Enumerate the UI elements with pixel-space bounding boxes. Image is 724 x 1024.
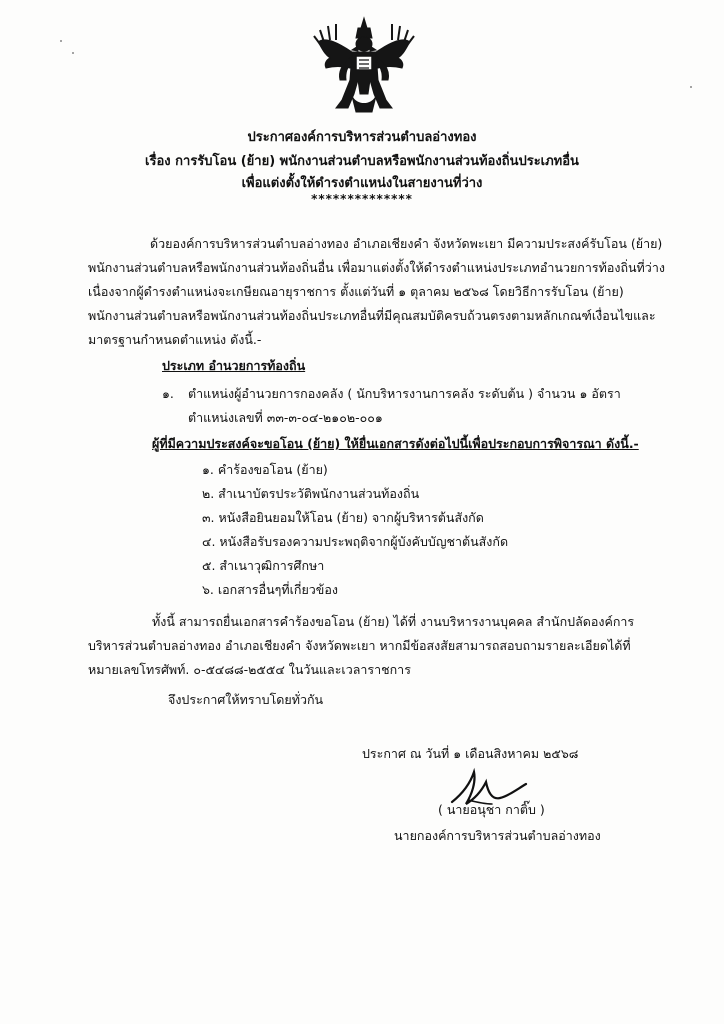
intro-line-3: เนื่องจากผู้ดำรงตำแหน่งจะเกษียณอายุราชการ ตั้งแต่วันที่ ๑ ตุลาคม ๒๕๖๘ โดยวิธีการรับโอน (ย้าย) <box>88 284 624 299</box>
documents-heading: ผู้ที่มีความประสงค์จะขอโอน (ย้าย) ให้ยื่นเอกสารดังต่อไปนี้เพื่อประกอบการพิจารณา ดังนี้.- <box>152 436 639 451</box>
category-item-line-2: ตำแหน่งเลขที่ ๓๓-๓-๐๔-๒๑๐๒-๐๐๑ <box>188 410 383 425</box>
category-heading: ประเภท อำนวยการท้องถิ่น <box>162 358 306 373</box>
category-item-number: ๑. <box>162 386 174 401</box>
contact-line-2: บริหารส่วนตำบลอ่างทอง อำเภอเชียงคำ จังหวัดพะเยา หากมีข้อสงสัยสามารถสอบถามรายละเอียดได้ที่ <box>88 638 631 653</box>
announcement-date: ประกาศ ณ วันที่ ๑ เดือนสิงหาคม ๒๕๖๘ <box>362 746 579 761</box>
signatory-name: ( นายอนุชา กาติ๊บ ) <box>438 802 545 817</box>
subject-line-2: เพื่อแต่งตั้งให้ดำรงตำแหน่งในสายงานที่ว่าง <box>241 176 483 191</box>
intro-line-4: พนักงานส่วนตำบลหรือพนักงานส่วนท้องถิ่นประเภทอื่นที่มีคุณสมบัติครบถ้วนตรงตามหลักเกณฑ์เงื่อนไขและ <box>88 308 656 323</box>
intro-line-1: ด้วยองค์การบริหารส่วนตำบลอ่างทอง อำเภอเชียงคำ จังหวัดพะเยา มีความประสงค์รับโอน (ย้าย) <box>150 236 663 251</box>
category-item-line-1: ตำแหน่งผู้อำนวยการกองคลัง ( นักบริหารงานการคลัง ระดับต้น ) จำนวน ๑ อัตรา <box>188 386 621 401</box>
contact-line-1: ทั้งนี้ สามารถยื่นเอกสารคำร้องขอโอน (ย้าย) ได้ที่ งานบริหารงานบุคคล สำนักปลัดองค์การ <box>152 614 635 629</box>
document-item-5: ๕. สำเนาวุฒิการศึกษา <box>202 558 325 573</box>
document-item-6: ๖. เอกสารอื่นๆที่เกี่ยวข้อง <box>202 582 338 597</box>
garuda-emblem-icon <box>312 14 416 118</box>
intro-line-5: มาตรฐานกำหนดตำแหน่ง ดังนี้.- <box>88 332 262 347</box>
document-item-3: ๓. หนังสือยินยอมให้โอน (ย้าย) จากผู้บริหารต้นสังกัด <box>202 510 484 525</box>
announcement-title: ประกาศองค์การบริหารส่วนตำบลอ่างทอง <box>247 130 477 145</box>
scan-speck <box>60 40 62 42</box>
document-item-2: ๒. สำเนาบัตรประวัติพนักงานส่วนท้องถิ่น <box>202 486 420 501</box>
contact-line-3: หมายเลขโทรศัพท์. ๐-๕๔๘๘-๒๕๕๔ ในวันและเวลาราชการ <box>88 662 411 677</box>
separator: ************** <box>311 192 413 206</box>
scan-speck <box>690 86 692 88</box>
document-item-1: ๑. คำร้องขอโอน (ย้าย) <box>202 462 328 477</box>
document-item-4: ๔. หนังสือรับรองความประพฤติจากผู้บังคับบัญชาต้นสังกัด <box>202 534 509 549</box>
intro-line-2: พนักงานส่วนตำบลหรือพนักงานส่วนท้องถิ่นอื่น เพื่อมาแต่งตั้งให้ดำรงตำแหน่งประเภทอำนวยการท้องถิ่นที่ว่าง <box>88 260 665 275</box>
signatory-position: นายกองค์การบริหารส่วนตำบลอ่างทอง <box>394 828 601 843</box>
scan-speck <box>72 52 74 54</box>
closing-statement: จึงประกาศให้ทราบโดยทั่วกัน <box>168 692 324 707</box>
subject-line-1: เรื่อง การรับโอน (ย้าย) พนักงานส่วนตำบลหรือพนักงานส่วนท้องถิ่นประเภทอื่น <box>145 154 579 169</box>
